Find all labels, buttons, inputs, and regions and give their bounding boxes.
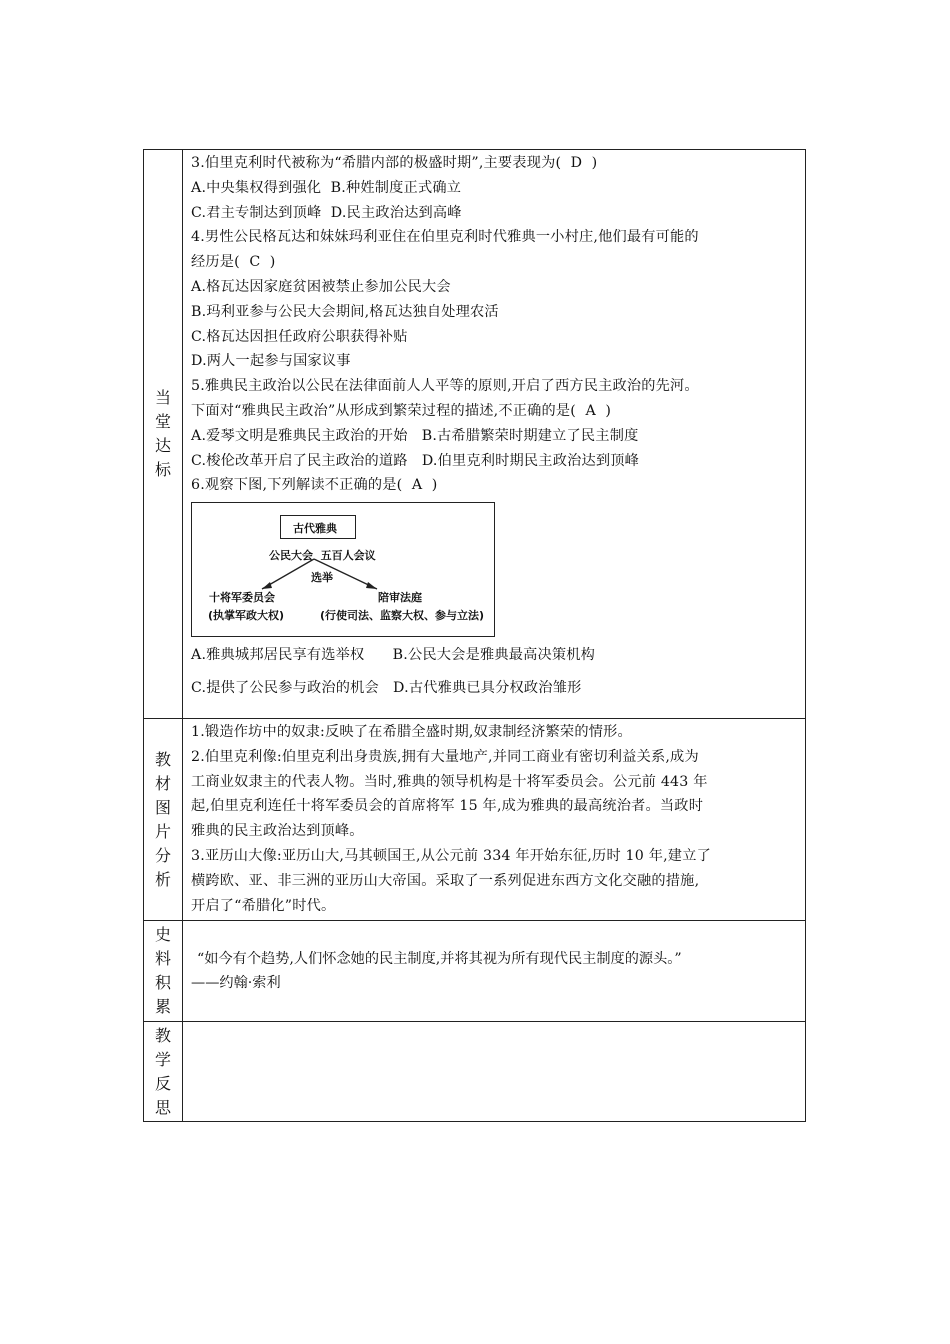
section-label-dangtang (144, 150, 183, 719)
question-line: 3.伯里克利时代被称为“希腊内部的极盛时期”,主要表现为( D ) (191, 155, 598, 171)
diagram-arrow-label: 选举 (311, 571, 333, 585)
label-char: 标 (154, 460, 171, 479)
option-line: C.提供了公民参与政治的机会 D.古代雅典已具分权政治雏形 (191, 679, 582, 696)
section-body-fansi[interactable] (183, 1022, 806, 1122)
option-line: C.格瓦达因担任政府公职获得补贴 (191, 328, 408, 345)
option-line: A.格瓦达因家庭贫困被禁止参加公民大会 (191, 278, 451, 295)
label-char: 片 (154, 821, 171, 841)
option-line: C.君主专制达到顶峰 D.民主政治达到高峰 (191, 204, 462, 221)
analysis-line: 1.锻造作坊中的奴隶:反映了在希腊全盛时期,奴隶制经济繁荣的情形。 (191, 724, 632, 740)
diagram-right-sub: (行使司法、监察大权、参与立法) (320, 609, 485, 623)
quote-author: ——约翰·索利 (191, 974, 281, 991)
option-line: A.中央集权得到强化 B.种姓制度正式确立 (191, 179, 462, 196)
option-line: A.雅典城邦居民享有选举权 B.公民大会是雅典最高决策机构 (191, 647, 596, 664)
section-body-jiaocai (183, 719, 806, 921)
label-char: 思 (154, 1097, 171, 1117)
question-line: 6.观察下图,下列解读不正确的是( A ) (191, 477, 438, 494)
question-line: 5.雅典民主政治以公民在法律面前人人平等的原则,开启了西方民主政治的先河。 (191, 378, 699, 395)
analysis-line: 工商业奴隶主的代表人物。当时,雅典的领导机构是十将军委员会。公元前 443 年 (191, 773, 708, 790)
analysis-line: 横跨欧、亚、非三洲的亚历山大帝国。采取了一系列促进东西方文化交融的措施, (191, 872, 700, 889)
analysis-line: 3.亚历山大像:亚历山大,马其顿国王,从公元前 334 年开始东征,历时 10 年,建立了 (191, 847, 711, 864)
option-line: C.梭伦改革开启了民主政治的道路 D.伯里克利时期民主政治达到顶峰 (191, 452, 640, 469)
diagram-top-label: 古代雅典 (293, 522, 337, 536)
label-char: 学 (154, 1049, 171, 1069)
section-label-fansi (144, 1022, 183, 1122)
label-char: 当 (154, 388, 171, 407)
label-char: 教 (154, 749, 171, 769)
section-body-shiliao (183, 921, 806, 1022)
option-line: A.爱琴文明是雅典民主政治的开始 B.古希腊繁荣时期建立了民主制度 (191, 427, 639, 444)
label-char: 分 (154, 845, 171, 865)
label-char: 堂 (154, 412, 171, 431)
section-body-dangtang (183, 150, 806, 719)
section-label-shiliao (144, 921, 183, 1022)
label-char: 反 (154, 1073, 171, 1093)
label-char: 积 (154, 973, 171, 993)
quote-text: “如今有个趋势,人们怀念她的民主制度,并将其视为所有现代民主制度的源头。” (197, 950, 682, 967)
label-char: 史 (154, 925, 171, 945)
label-char: 达 (154, 436, 171, 455)
analysis-line: 开启了“希腊化”时代。 (191, 897, 336, 914)
label-char: 累 (154, 997, 171, 1017)
label-char: 教 (154, 1025, 171, 1045)
diagram-left-sub: (执掌军政大权) (208, 609, 285, 623)
lesson-table (143, 149, 806, 1122)
label-char: 图 (154, 797, 171, 817)
label-char: 材 (154, 773, 171, 793)
analysis-line: 起,伯里克利连任十将军委员会的首席将军 15 年,成为雅典的最高统治者。当政时 (191, 798, 704, 815)
analysis-line: 2.伯里克利像:伯里克利出身贵族,拥有大量地产,并同工商业有密切利益关系,成为 (191, 748, 699, 765)
section-label-jiaocai (144, 719, 183, 921)
diagram-right-title: 陪审法庭 (378, 591, 422, 605)
question-line: 下面对“雅典民主政治”从形成到繁荣过程的描述,不正确的是( A ) (191, 402, 612, 419)
analysis-line: 雅典的民主政治达到顶峰。 (191, 823, 364, 840)
diagram-left-title: 十将军委员会 (209, 591, 275, 605)
label-char: 析 (154, 869, 171, 889)
diagram-middle-label: 公民大会 五百人会议 (269, 549, 376, 563)
option-line: B.玛利亚参与公民大会期间,格瓦达独自处理农活 (191, 303, 499, 320)
option-line: D.两人一起参与国家议事 (191, 353, 351, 370)
question-line: 经历是( C ) (191, 254, 276, 271)
question-line: 4.男性公民格瓦达和妹妹玛利亚住在伯里克利时代雅典一小村庄,他们最有可能的 (191, 229, 699, 246)
athens-structure-diagram (191, 502, 495, 637)
label-char: 料 (154, 949, 171, 969)
